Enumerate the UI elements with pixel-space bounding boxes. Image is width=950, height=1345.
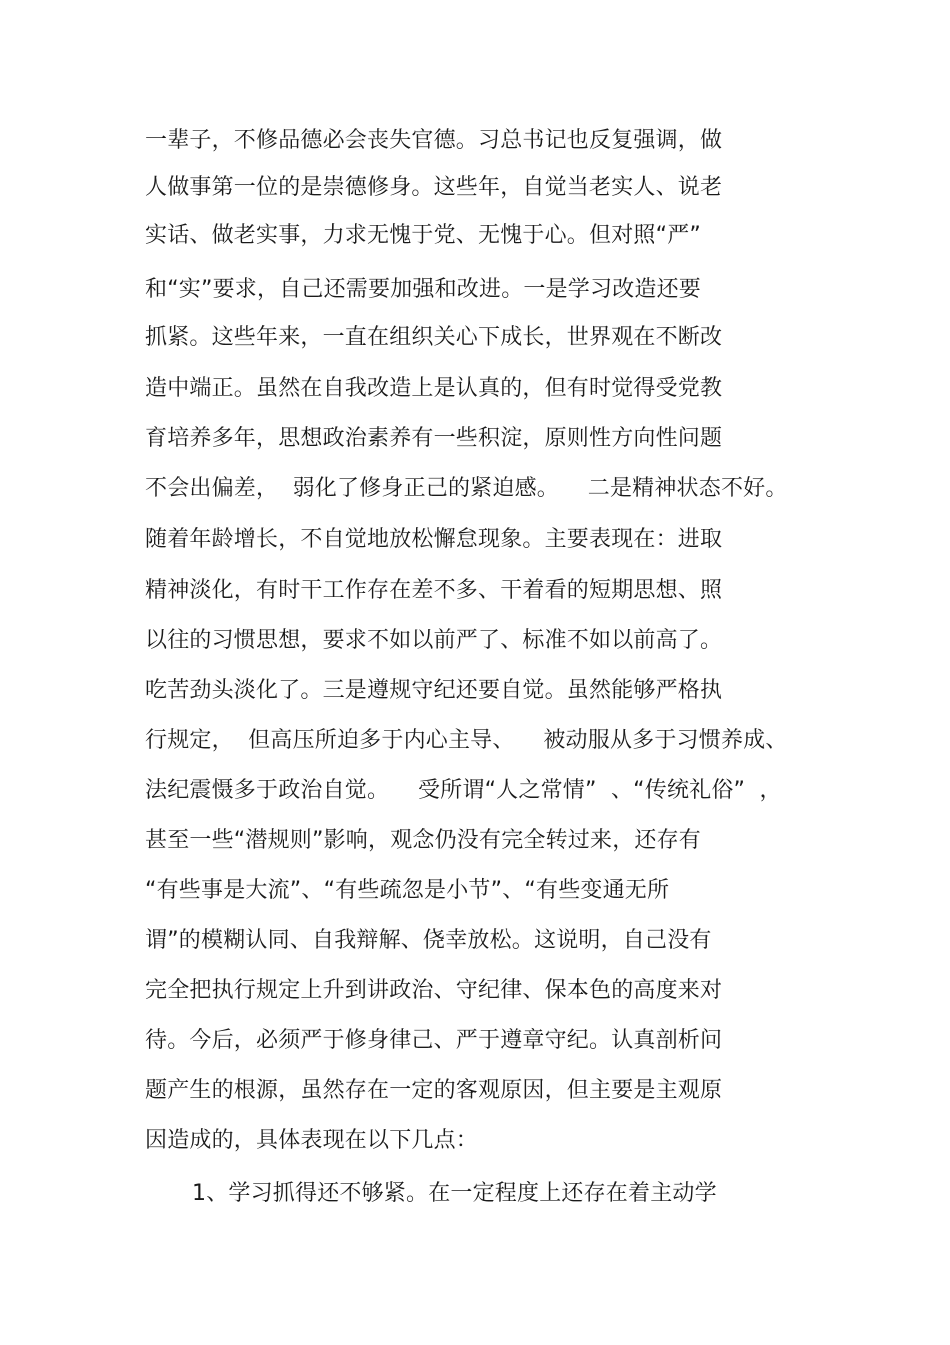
text-line: 行规定， 但高压所迫多于内心主导、 被动服从多于习惯养成、 — [145, 728, 788, 753]
text-line: 育培养多年，思想政治素养有一些积淀，原则性方向性问题 — [145, 426, 723, 451]
text-line: 造中端正。虽然在自我改造上是认真的，但有时觉得受党教 — [145, 376, 723, 401]
text-line: 和“实”要求，自己还需要加强和改进。一是学习改造还要 — [145, 277, 701, 302]
text-line: 随着年龄增长，不自觉地放松懈怠现象。主要表现在：进取 — [145, 527, 723, 552]
text-line: “有些事是大流”、“有些疏忽是小节”、“有些变通无所 — [145, 878, 670, 903]
text-line: 1、学习抓得还不够紧。在一定程度上还存在着主动学 — [192, 1181, 717, 1206]
text-line: 精神淡化，有时干工作存在差不多、干着看的短期思想、照 — [145, 578, 723, 603]
text-line: 抓紧。这些年来，一直在组织关心下成长，世界观在不断改 — [145, 325, 723, 350]
text-line: 吃苦劲头淡化了。三是遵规守纪还要自觉。虽然能够严格执 — [145, 678, 723, 703]
text-line: 法纪震慑多于政治自觉。 受所谓“人之常情” 、“传统礼俗” ， — [145, 778, 782, 803]
text-line: 完全把执行规定上升到讲政治、守纪律、保本色的高度来对 — [145, 978, 723, 1003]
text-line: 谓”的模糊认同、自我辩解、侥幸放松。这说明，自己没有 — [145, 928, 712, 953]
text-line: 不会出偏差， 弱化了修身正己的紧迫感。 二是精神状态不好。 — [145, 476, 788, 501]
text-line: 以往的习惯思想，要求不如以前严了、标准不如以前高了。 — [145, 628, 723, 653]
text-line: 因造成的，具体表现在以下几点： — [145, 1128, 479, 1153]
text-line: 待。今后，必须严于修身律己、严于遵章守纪。认真剖析问 — [145, 1028, 723, 1053]
text-line: 一辈子，不修品德必会丧失官德。习总书记也反复强调，做 — [145, 128, 723, 153]
text-line: 题产生的根源，虽然存在一定的客观原因，但主要是主观原 — [145, 1078, 723, 1103]
text-line: 甚至一些“潜规则”影响，观念仍没有完全转过来，还存有 — [145, 828, 701, 853]
text-line: 人做事第一位的是崇德修身。这些年，自觉当老实人、说老 — [145, 175, 723, 200]
text-line: 实话、做老实事，力求无愧于党、无愧于心。但对照“严” — [145, 223, 701, 248]
